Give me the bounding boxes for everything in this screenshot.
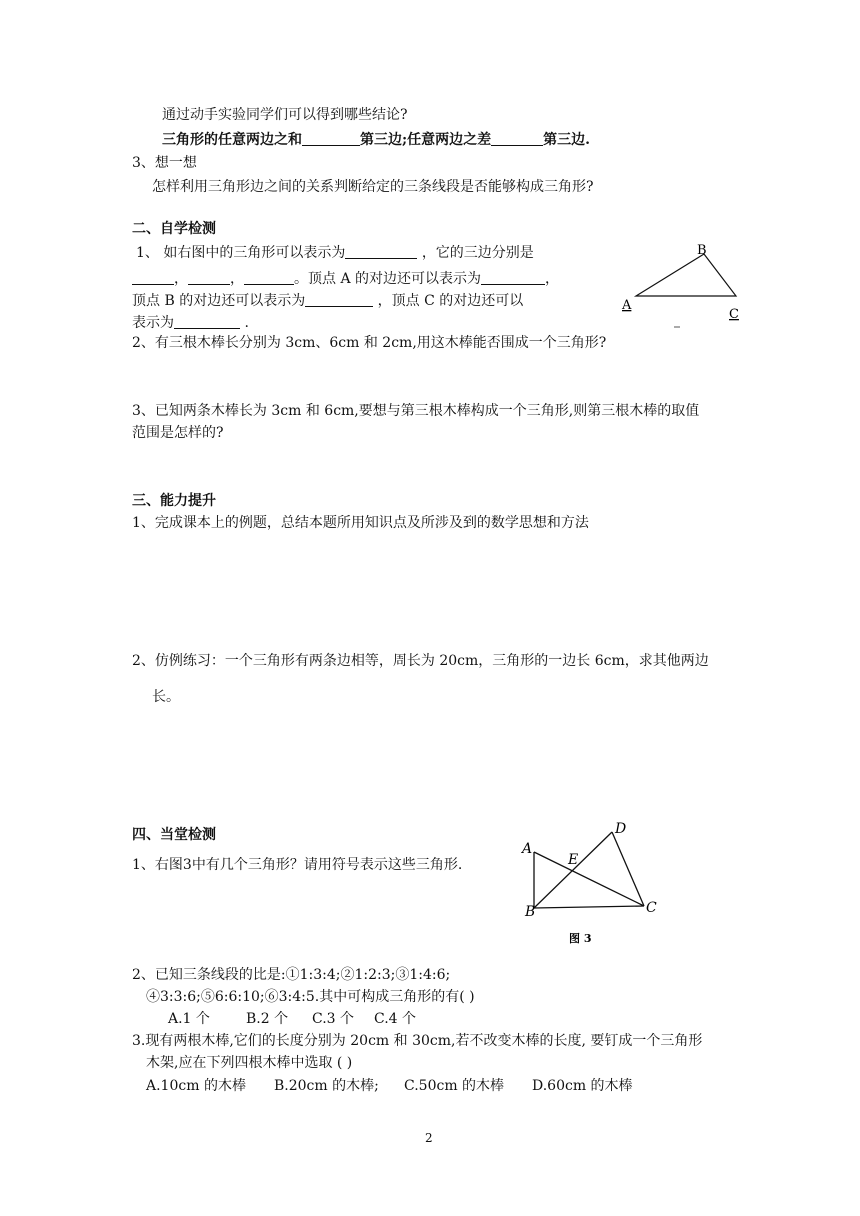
vertex-label-a: A — [622, 298, 632, 313]
class-check-q2-line1: 2、已知三条线段的比是:①1:3:4;②1:2:3;③1:4:6; — [132, 967, 451, 983]
segment-bc — [534, 906, 644, 908]
blank-side-3 — [244, 270, 294, 285]
q3-option-b: B.20cm 的木棒; — [274, 1078, 379, 1094]
ability-q2-line1: 2、仿例练习：一个三角形有两条边相等，周长为 20cm，三角形的一边长 6cm，求其他两边 — [132, 653, 709, 669]
blank-side-2 — [188, 270, 230, 285]
triangle-abc-shape — [636, 254, 736, 296]
self-check-q3-line2: 范围是怎样的? — [132, 425, 224, 441]
class-check-q2-options — [168, 1010, 416, 1028]
q1-text-b: ，它的三边分别是 — [421, 245, 534, 261]
q2-option-4: C.4 个 — [374, 1011, 417, 1027]
self-check-q1-line3 — [132, 292, 523, 310]
self-check-q1-line2 — [132, 270, 559, 288]
q3-option-a: A.10cm 的木棒 — [146, 1078, 246, 1094]
class-check-q3-options — [146, 1077, 633, 1095]
experiment-question: 通过动手实验同学们可以得到哪些结论? — [162, 107, 408, 123]
vertex-label-c: C — [729, 307, 739, 322]
triangle-abc-figure — [618, 240, 758, 330]
blank-triangle-name — [345, 244, 417, 259]
blank-sum — [302, 131, 360, 146]
ability-q2-line2: 长。 — [152, 689, 180, 705]
q2-option-1: A.1 个 — [168, 1011, 210, 1027]
q1-comma-1: ， — [174, 271, 188, 287]
q2-option-2: B.2 个 — [246, 1011, 289, 1027]
page-number: 2 — [425, 1131, 433, 1145]
self-check-q2: 2、有三根木棒长分别为 3cm、6cm 和 2cm,用这木棒能否围成一个三角形? — [132, 335, 607, 351]
think-text: 怎样利用三角形边之间的关系判断给定的三条线段是否能够构成三角形? — [152, 179, 594, 195]
conclusion-part-b: 第三边;任意两边之差 — [360, 132, 492, 148]
blank-difference — [491, 131, 543, 146]
segment-bd — [534, 832, 612, 908]
section-heading-self-check: 二、自学检测 — [132, 221, 216, 237]
q1-period: . — [244, 315, 249, 331]
conclusion-line — [162, 131, 590, 149]
think-heading: 3、想一想 — [132, 155, 197, 171]
self-check-q1-line4 — [132, 314, 249, 332]
fig3-label-b: B — [525, 904, 536, 920]
blank-opposite-a — [481, 270, 545, 285]
blank-opposite-b — [305, 292, 373, 307]
q1-comma-3: ， — [545, 271, 560, 287]
q2-option-3: C.3 个 — [312, 1011, 355, 1027]
q1-text-e: 。顶点 A 的对边还可以表示为 — [294, 271, 482, 287]
conclusion-part-a: 三角形的任意两边之和 — [162, 132, 302, 148]
fig3-label-d: D — [615, 821, 627, 837]
class-check-q3-line1: 3.现有两根木棒,它们的长度分别为 20cm 和 30cm,若不改变木棒的长度, 要钉成一个三角形 — [132, 1033, 703, 1049]
q1-text-i: 表示为 — [132, 315, 174, 331]
ability-q1: 1、完成课本上的例题，总结本题所用知识点及所涉及到的数学思想和方法 — [132, 515, 589, 531]
class-check-q1: 1、右图3中有几个三角形？请用符号表示这些三角形. — [132, 857, 463, 873]
figure-3 — [518, 818, 678, 948]
fig3-label-c: C — [646, 900, 657, 916]
fig3-label-e: E — [568, 852, 579, 868]
blank-side-1 — [132, 270, 174, 285]
fig3-label-a: A — [522, 841, 533, 857]
section-heading-ability: 三、能力提升 — [132, 493, 216, 509]
vertex-label-b: B — [697, 243, 707, 258]
q1-text-g: 顶点 B 的对边还可以表示为 — [132, 293, 306, 309]
section-heading-class-check: 四、当堂检测 — [132, 827, 216, 843]
q3-option-c: C.50cm 的木棒 — [404, 1078, 505, 1094]
blank-opposite-c — [174, 314, 240, 329]
q1-comma-2: ， — [230, 271, 244, 287]
segment-dc — [612, 832, 644, 906]
q1-text-h: ，顶点 C 的对边还可以 — [377, 293, 524, 309]
q1-text-a: 1、 如右图中的三角形可以表示为 — [136, 245, 346, 261]
segment-ac — [534, 852, 644, 906]
conclusion-part-c: 第三边. — [543, 132, 591, 148]
class-check-q3-line2: 木架,应在下列四根木棒中选取 ( ) — [146, 1055, 353, 1071]
q3-option-d: D.60cm 的木棒 — [532, 1078, 633, 1094]
self-check-q1-line1 — [136, 244, 534, 262]
self-check-q3-line1: 3、已知两条木棒长为 3cm 和 6cm,要想与第三根木棒构成一个三角形,则第三根木棒的取值 — [132, 403, 700, 419]
fig3-caption: 图 3 — [569, 932, 592, 945]
class-check-q2-line2: ④3:3:6;⑤6:6:10;⑥3:4:5.其中可构成三角形的有( ) — [146, 989, 475, 1005]
